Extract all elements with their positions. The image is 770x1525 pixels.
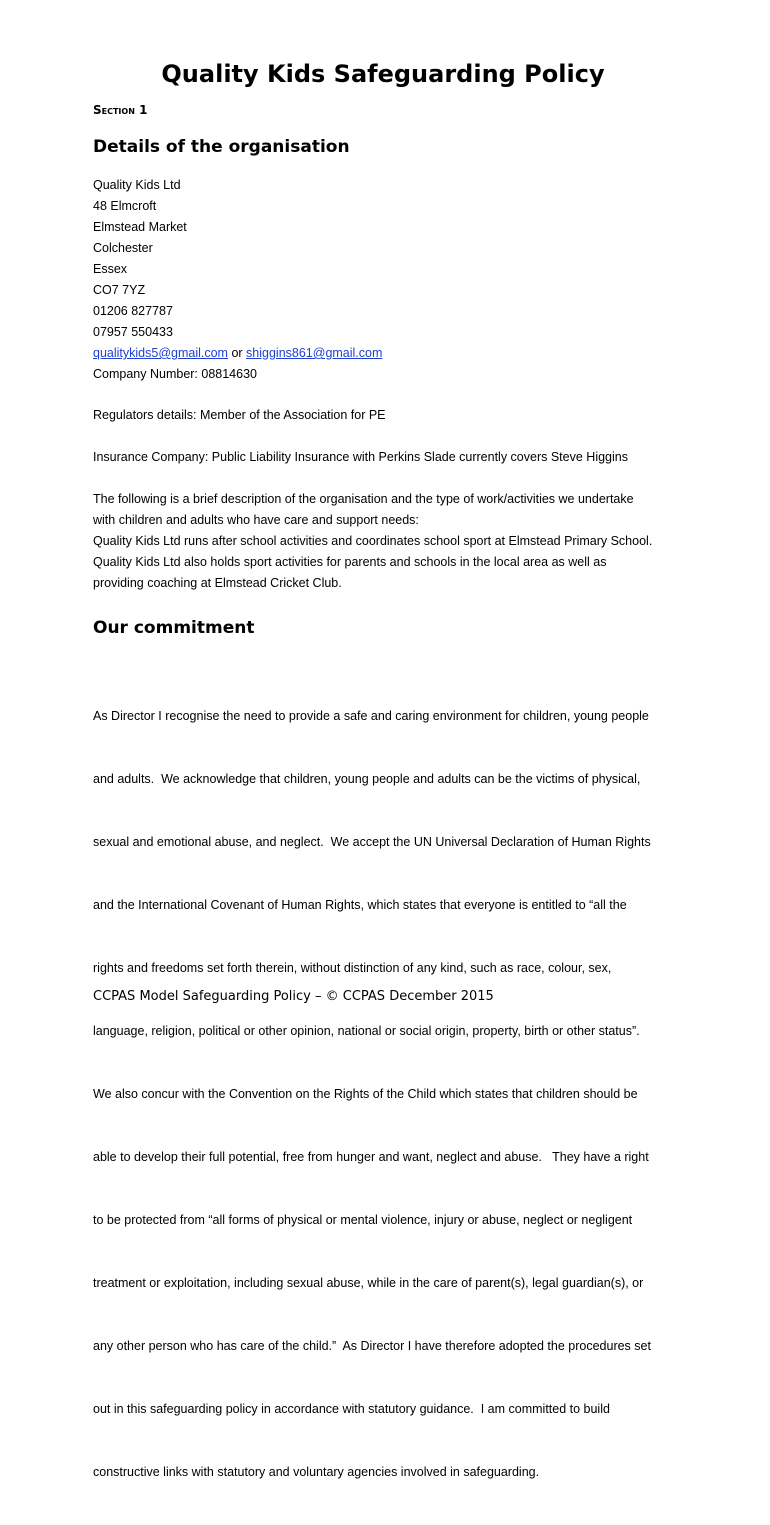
email-link-1[interactable]: qualitykids5@gmail.com — [93, 346, 228, 360]
commitment-line: As Director I recognise the need to provide a safe and caring environment for children, young people — [93, 709, 649, 723]
organisation-description — [93, 489, 683, 594]
phone-line: 01206 827787 — [93, 304, 173, 318]
address-line: Quality Kids Ltd — [93, 178, 181, 192]
insurance-details: Insurance Company: Public Liability Insurance with Perkins Slade currently covers Steve Higgins — [93, 450, 628, 464]
description-line: providing coaching at Elmstead Cricket Club. — [93, 576, 342, 590]
commitment-paragraph — [93, 664, 683, 1525]
details-heading: Details of the organisation — [93, 137, 350, 157]
company-number: Company Number: 08814630 — [93, 367, 257, 381]
commitment-line: We also concur with the Convention on the Rights of the Child which states that children should be — [93, 1087, 638, 1101]
address-line: Colchester — [93, 241, 153, 255]
commitment-line: rights and freedoms set forth therein, without distinction of any kind, such as race, colour, sex, — [93, 961, 612, 975]
commitment-line: and adults. We acknowledge that children, young people and adults can be the victims of physical, — [93, 772, 641, 786]
commitment-line: language, religion, political or other opinion, national or social origin, property, birth or other status”. — [93, 1024, 640, 1038]
document-title: Quality Kids Safeguarding Policy — [161, 60, 605, 88]
commitment-line: and the International Covenant of Human Rights, which states that everyone is entitled to “all the — [93, 898, 627, 912]
section-label: Section 1 — [93, 103, 148, 117]
page-footer: CCPAS Model Safeguarding Policy – © CCPAS December 2015 — [93, 989, 494, 1004]
email-line — [93, 343, 382, 364]
address-line: 48 Elmcroft — [93, 199, 157, 213]
address-line: Essex — [93, 262, 128, 276]
commitment-line: out in this safeguarding policy in accordance with statutory guidance. I am committed to build — [93, 1402, 610, 1416]
address-line: Elmstead Market — [93, 220, 187, 234]
document-page — [93, 0, 693, 1479]
commitment-line: sexual and emotional abuse, and neglect. We accept the UN Universal Declaration of Human Rights — [93, 835, 651, 849]
commitment-line: constructive links with statutory and voluntary agencies involved in safeguarding. — [93, 1465, 540, 1479]
commitment-heading: Our commitment — [93, 618, 255, 638]
organisation-address — [93, 175, 382, 385]
description-line: The following is a brief description of the organisation and the type of work/activities we undertake — [93, 492, 634, 506]
commitment-line: to be protected from “all forms of physical or mental violence, injury or abuse, neglect or negligent — [93, 1213, 633, 1227]
regulators-details: Regulators details: Member of the Association for PE — [93, 408, 386, 422]
email-separator: or — [227, 346, 247, 360]
email-link-2[interactable]: shiggins861@gmail.com — [246, 346, 383, 360]
commitment-line: treatment or exploitation, including sexual abuse, while in the care of parent(s), legal guardian(s), or — [93, 1276, 644, 1290]
mobile-line: 07957 550433 — [93, 325, 173, 339]
description-line: Quality Kids Ltd runs after school activities and coordinates school sport at Elmstead Primary School. — [93, 534, 653, 548]
commitment-line: able to develop their full potential, free from hunger and want, neglect and abuse. They have a right — [93, 1150, 649, 1164]
commitment-line: any other person who has care of the child.” As Director I have therefore adopted the procedures set — [93, 1339, 651, 1353]
address-line: CO7 7YZ — [93, 283, 146, 297]
description-line: Quality Kids Ltd also holds sport activities for parents and schools in the local area as well as — [93, 555, 607, 569]
description-line: with children and adults who have care and support needs: — [93, 513, 419, 527]
